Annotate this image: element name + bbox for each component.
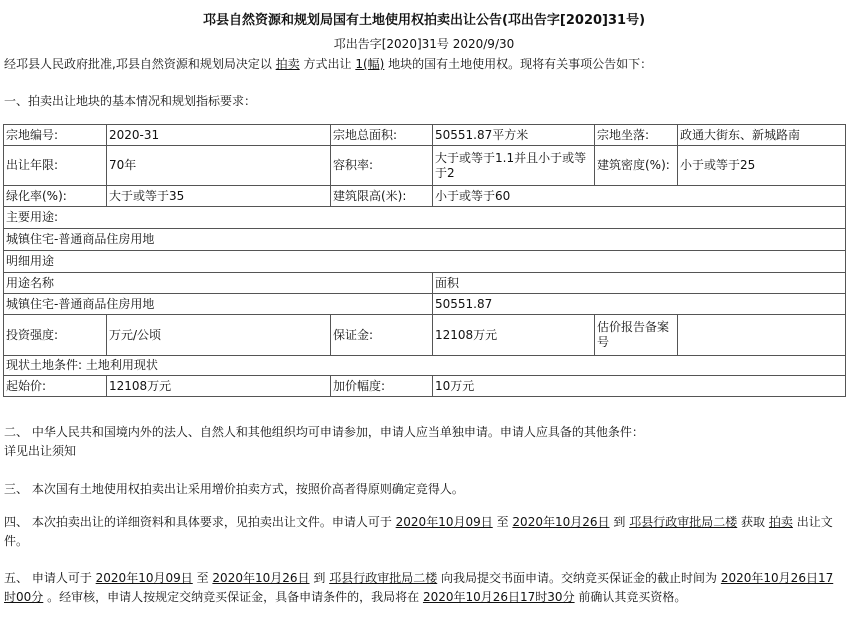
cell-header: 面积 [433,273,846,294]
cell-label: 建筑密度(%): [595,146,678,186]
cell-label: 出让年限: [4,146,107,186]
cell-value: 大于或等于35 [107,186,331,207]
cell-label: 明细用途 [4,251,846,273]
section-4-at: 到 [613,515,626,529]
intro-text-b: 方式出让 [303,57,352,71]
cell-value: 小于或等于25 [678,146,846,186]
table-row [4,315,846,356]
section-2-text: 二、 中华人民共和国境内外的法人、自然人和其他组织均可申请参加，申请人应当单独申请。申请人应具备的其他条件： [4,425,644,439]
section-3: 三、 本次国有土地使用权拍卖出让采用增价拍卖方式，按照价高者得原则确定竞得人。 [4,482,464,496]
cell-label: 主要用途: [4,207,846,229]
section-5-text-b: 向我局提交书面申请。交纳竞买保证金的截止时间为 [441,571,718,585]
cell-value: 小于或等于60 [433,186,846,207]
section-4-text-a: 四、 本次拍卖出让的详细资料和具体要求，见拍卖出让文件。申请人可于 [4,515,392,529]
section-4-end-date: 2020年10月26日 [512,515,610,529]
page-title: 邛县自然资源和规划局国有土地使用权拍卖出让公告(邛出告字[2020]31号) [202,13,646,28]
table-row [4,186,846,207]
cell-value: 2020-31 [107,125,331,146]
cell-value: 大于或等于1.1并且小于或等于2 [433,146,595,186]
cell-label: 宗地总面积: [331,125,433,146]
table-row [4,376,846,397]
table-row [4,146,846,186]
intro-paragraph [4,55,652,72]
cell-value: 12108万元 [433,315,595,356]
cell-label: 绿化率(%): [4,186,107,207]
cell-value: 12108万元 [107,376,331,397]
cell-value: 10万元 [433,376,846,397]
cell-label: 宗地编号: [4,125,107,146]
section-5 [4,569,844,607]
cell-value: 政通大街东、新城路南 [678,125,846,146]
table-row [4,207,846,229]
cell-value: 70年 [107,146,331,186]
section-5-text-d: 前确认其竞买资格。 [578,590,687,604]
table-row [4,229,846,251]
table-row [4,125,846,146]
table-row [4,294,846,315]
cell-value: 城镇住宅-普通商品住房用地 [4,229,846,251]
cell-label: 建筑限高(米): [331,186,433,207]
cell-header: 用途名称 [4,273,433,294]
cell-label: 宗地坐落: [595,125,678,146]
table-row [4,273,846,294]
cell-label: 估价报告备案号 [595,315,678,356]
section-2-detail: 详见出让须知 [4,444,77,458]
document-number: 邛出告字[2020]31号 2020/9/30 [333,37,515,51]
cell-value: 现状土地条件: 土地利用现状 [4,356,846,376]
cell-label: 起始价: [4,376,107,397]
cell-value [678,315,846,356]
section-4 [4,513,844,551]
cell-value: 50551.87 [433,294,846,315]
section-5-confirm-time: 2020年10月26日17时30分 [422,590,575,604]
section-4-method: 拍卖 [768,515,793,529]
cell-value: 万元/公顷 [107,315,331,356]
intro-text-a: 经邛县人民政府批准,邛县自然资源和规划局决定以 [4,57,272,71]
section-5-start-date: 2020年10月09日 [95,571,193,585]
section-4-start-date: 2020年10月09日 [395,515,493,529]
section-4-text-b: 获取 [741,515,766,529]
parcel-info-table [3,124,846,397]
section-5-text-c: 。经审核，申请人按规定交纳竞买保证金，具备申请条件的，我局将在 [47,590,420,604]
section-5-end-date: 2020年10月26日 [212,571,310,585]
intro-method: 拍卖 [275,57,300,71]
cell-value: 50551.87平方米 [433,125,595,146]
section-4-place: 邛县行政审批局二楼 [629,515,738,529]
section-1-heading: 一、拍卖出让地块的基本情况和规划指标要求： [4,94,257,108]
table-row [4,356,846,376]
section-2 [4,423,844,461]
cell-label: 投资强度: [4,315,107,356]
section-5-place: 邛县行政审批局二楼 [329,571,438,585]
cell-label: 加价幅度: [331,376,433,397]
table-row [4,251,846,273]
section-5-deadline: 2020年10月26日17时00分 [4,571,834,604]
section-4-to: 至 [496,515,509,529]
cell-label: 容积率: [331,146,433,186]
section-4-text-c: 出让文件。 [4,515,833,548]
intro-count: 1(幅) [355,57,385,71]
section-5-to: 至 [196,571,209,585]
cell-label: 保证金: [331,315,433,356]
intro-text-c: 地块的国有土地使用权。现将有关事项公告如下： [388,57,653,71]
section-5-at: 到 [313,571,326,585]
cell-value: 城镇住宅-普通商品住房用地 [4,294,433,315]
section-5-text-a: 五、 申请人可于 [4,571,92,585]
